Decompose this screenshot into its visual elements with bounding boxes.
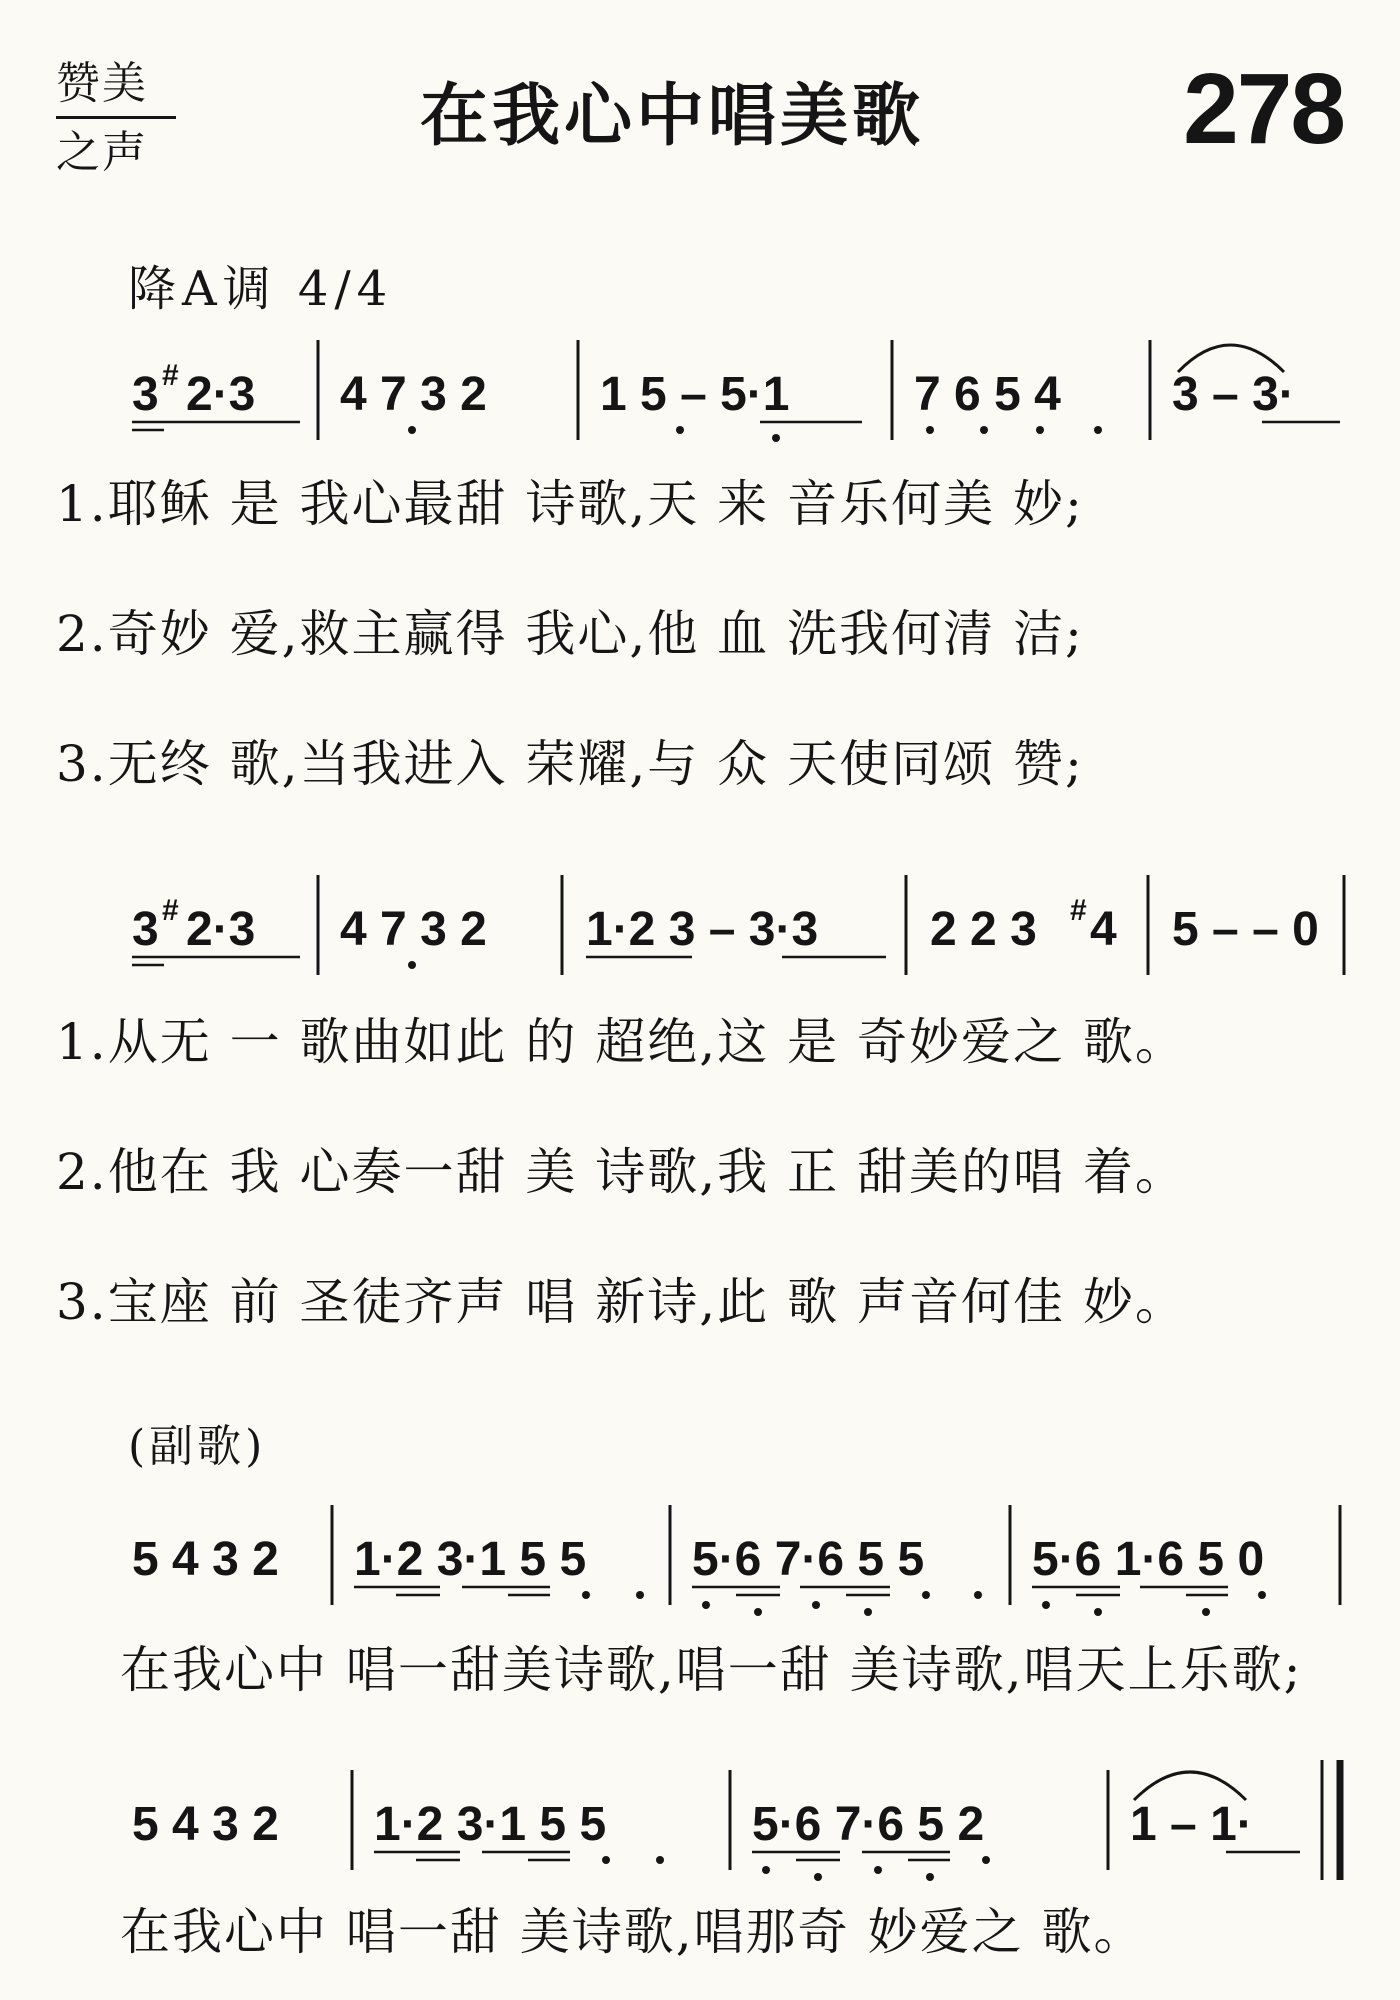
hymn-number: 278: [1183, 53, 1344, 165]
verse-3-line-1: 3.无终 歌,当我进入 荣耀,与 众 天使同颂 赞;: [56, 735, 1084, 793]
chorus-line-1: 在我心中 唱一甜美诗歌,唱一甜 美诗歌,唱天上乐歌;: [120, 1641, 1303, 1699]
measure-3-3: 5·6 7·6 5 5: [692, 1533, 925, 1586]
measure-3-4: 5·6 1·6 5 0: [1032, 1533, 1265, 1586]
chorus-label: (副歌): [128, 1421, 267, 1472]
measure-1-5: 3 – 3·: [1172, 368, 1295, 421]
measure-4-1: 5 4 3 2: [132, 1798, 279, 1851]
measure-4-2: 1·2 3·1 5 5: [374, 1798, 607, 1851]
measure-2-1b: 2·3: [186, 903, 256, 956]
measure-1-3: 1 5 – 5·1: [600, 368, 790, 421]
measure-2-1: 3: [132, 903, 159, 956]
sharp-sign: #: [1070, 894, 1087, 927]
verse-1-line-2: 1.从无 一 歌曲如此 的 超绝,这 是 奇妙爱之 歌。: [56, 1013, 1187, 1071]
measure-1-2: 4 7 3 2: [340, 368, 487, 421]
measure-3-1: 5 4 3 2: [132, 1533, 279, 1586]
verse-2-line-2: 2.他在 我 心奏一甜 美 诗歌,我 正 甜美的唱 着。: [56, 1143, 1187, 1201]
staff-4: [132, 1760, 1340, 1881]
measure-1-4: 7 6 5 4: [914, 368, 1061, 421]
measure-2-2: 4 7 3 2: [340, 903, 487, 956]
measure-2-4: 2 2 3: [930, 903, 1037, 956]
measure-2-5: 5 – – 0: [1172, 903, 1319, 956]
measure-4-3: 5·6 7·6 5 2: [752, 1798, 985, 1851]
tie: [1134, 1772, 1246, 1800]
measure-1-1: 3: [132, 368, 159, 421]
hymnal-name-top: 赞美: [56, 58, 176, 119]
measure-4-4: 1 – 1·: [1130, 1798, 1253, 1851]
hymnal-name-bottom: 之声: [56, 127, 148, 178]
measure-3-2: 1·2 3·1 5 5: [354, 1533, 587, 1586]
staff-2: [132, 875, 1344, 975]
measure-2-4b: 4: [1090, 903, 1117, 956]
sharp-sign: #: [162, 894, 179, 927]
verse-3-line-2: 3.宝座 前 圣徒齐声 唱 新诗,此 歌 声音何佳 妙。: [56, 1273, 1187, 1331]
verse-2-line-1: 2.奇妙 爱,救主赢得 我心,他 血 洗我何清 洁;: [56, 605, 1084, 663]
sharp-sign: #: [162, 359, 179, 392]
chorus-line-2: 在我心中 唱一甜 美诗歌,唱那奇 妙爱之 歌。: [120, 1903, 1146, 1961]
measure-2-3: 1·2 3 – 3·3: [586, 903, 819, 956]
staff-3: [132, 1505, 1340, 1616]
verse-1-line-1: 1.耶稣 是 我心最甜 诗歌,天 来 音乐何美 妙;: [56, 475, 1084, 533]
staff-1: [132, 340, 1340, 442]
key-signature: 降A调 4/4: [128, 261, 394, 317]
measure-1-1b: 2·3: [186, 368, 256, 421]
hymn-title: 在我心中唱美歌: [420, 77, 925, 156]
